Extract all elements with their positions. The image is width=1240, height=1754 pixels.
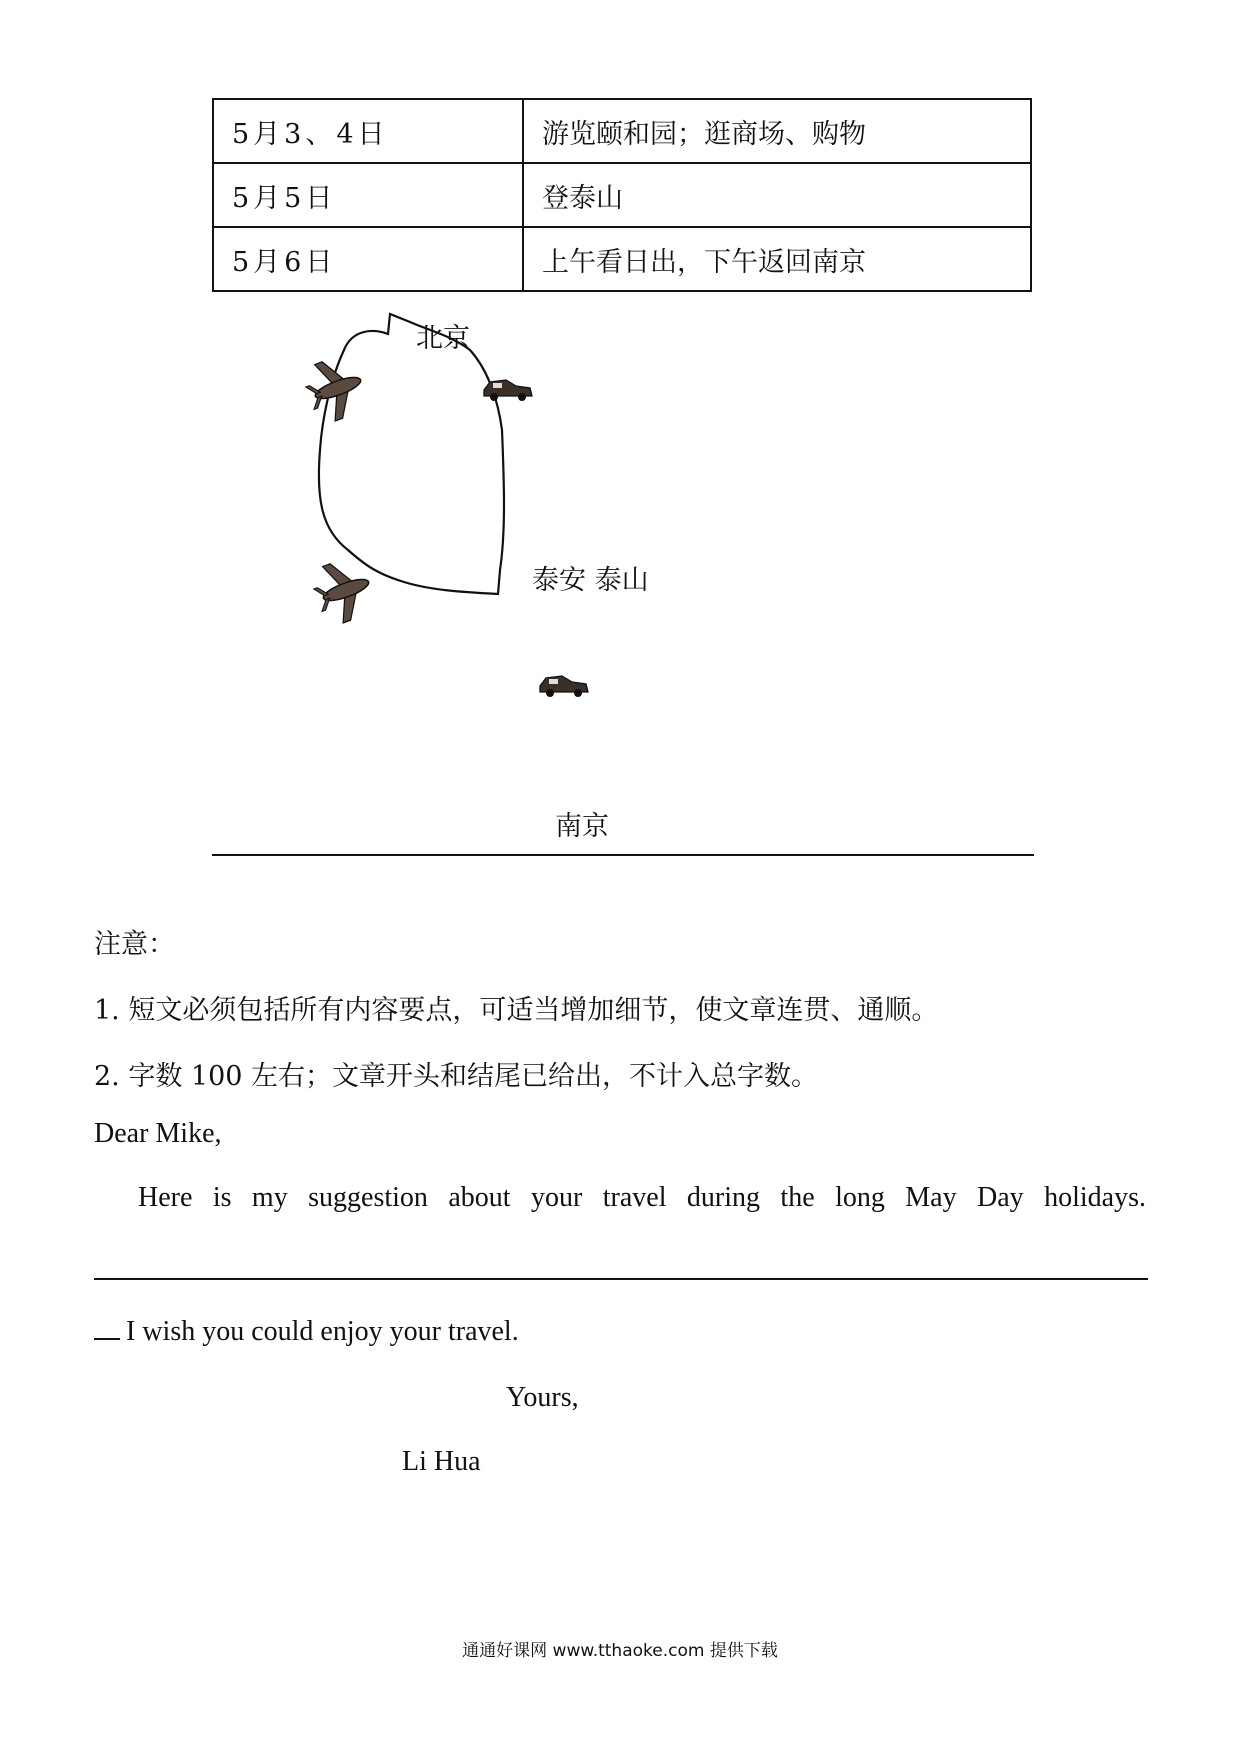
map-label-nanjing: 南京	[555, 811, 609, 842]
route-path	[319, 314, 504, 594]
schedule-activity: 登泰山	[523, 163, 1031, 227]
letter-signoff: Yours,	[506, 1382, 579, 1413]
route-map	[300, 300, 740, 840]
letter-salutation: Dear Mike,	[94, 1118, 222, 1149]
table-row	[213, 99, 1031, 163]
letter-closing-line	[94, 1316, 519, 1348]
schedule-activity: 上午看日出，下午返回南京	[523, 227, 1031, 291]
schedule-table	[212, 98, 1032, 292]
map-divider	[212, 854, 1034, 856]
schedule-date: 5月3、4日	[213, 99, 523, 163]
page-footer: 通通好课网 www.tthaoke.com 提供下载	[462, 1641, 778, 1661]
table-row	[213, 227, 1031, 291]
notes-item-1: 1. 短文必须包括所有内容要点，可适当增加细节，使文章连贯、通顺。	[94, 995, 939, 1026]
letter-closing: I wish you could enjoy your travel.	[126, 1316, 519, 1347]
schedule-date: 5月6日	[213, 227, 523, 291]
letter-opening: Here is my suggestion about your travel during the long May Day holidays.	[138, 1182, 1146, 1213]
letter-signature: Li Hua	[402, 1446, 481, 1477]
schedule-activity: 游览颐和园；逛商场、购物	[523, 99, 1031, 163]
notes-item-2: 2. 字数 100 左右；文章开头和结尾已给出，不计入总字数。	[94, 1061, 819, 1092]
notes-heading: 注意：	[94, 929, 175, 960]
answer-blank	[94, 1316, 120, 1340]
table-row	[213, 163, 1031, 227]
route-map-drawing	[300, 300, 740, 840]
schedule-date: 5月5日	[213, 163, 523, 227]
car-icon	[484, 380, 532, 401]
car-icon	[540, 676, 588, 697]
map-label-beijing: 北京	[416, 323, 470, 354]
map-label-taian: 泰安 泰山	[532, 565, 649, 596]
answer-line	[94, 1278, 1148, 1280]
airplane-icon	[300, 352, 371, 427]
